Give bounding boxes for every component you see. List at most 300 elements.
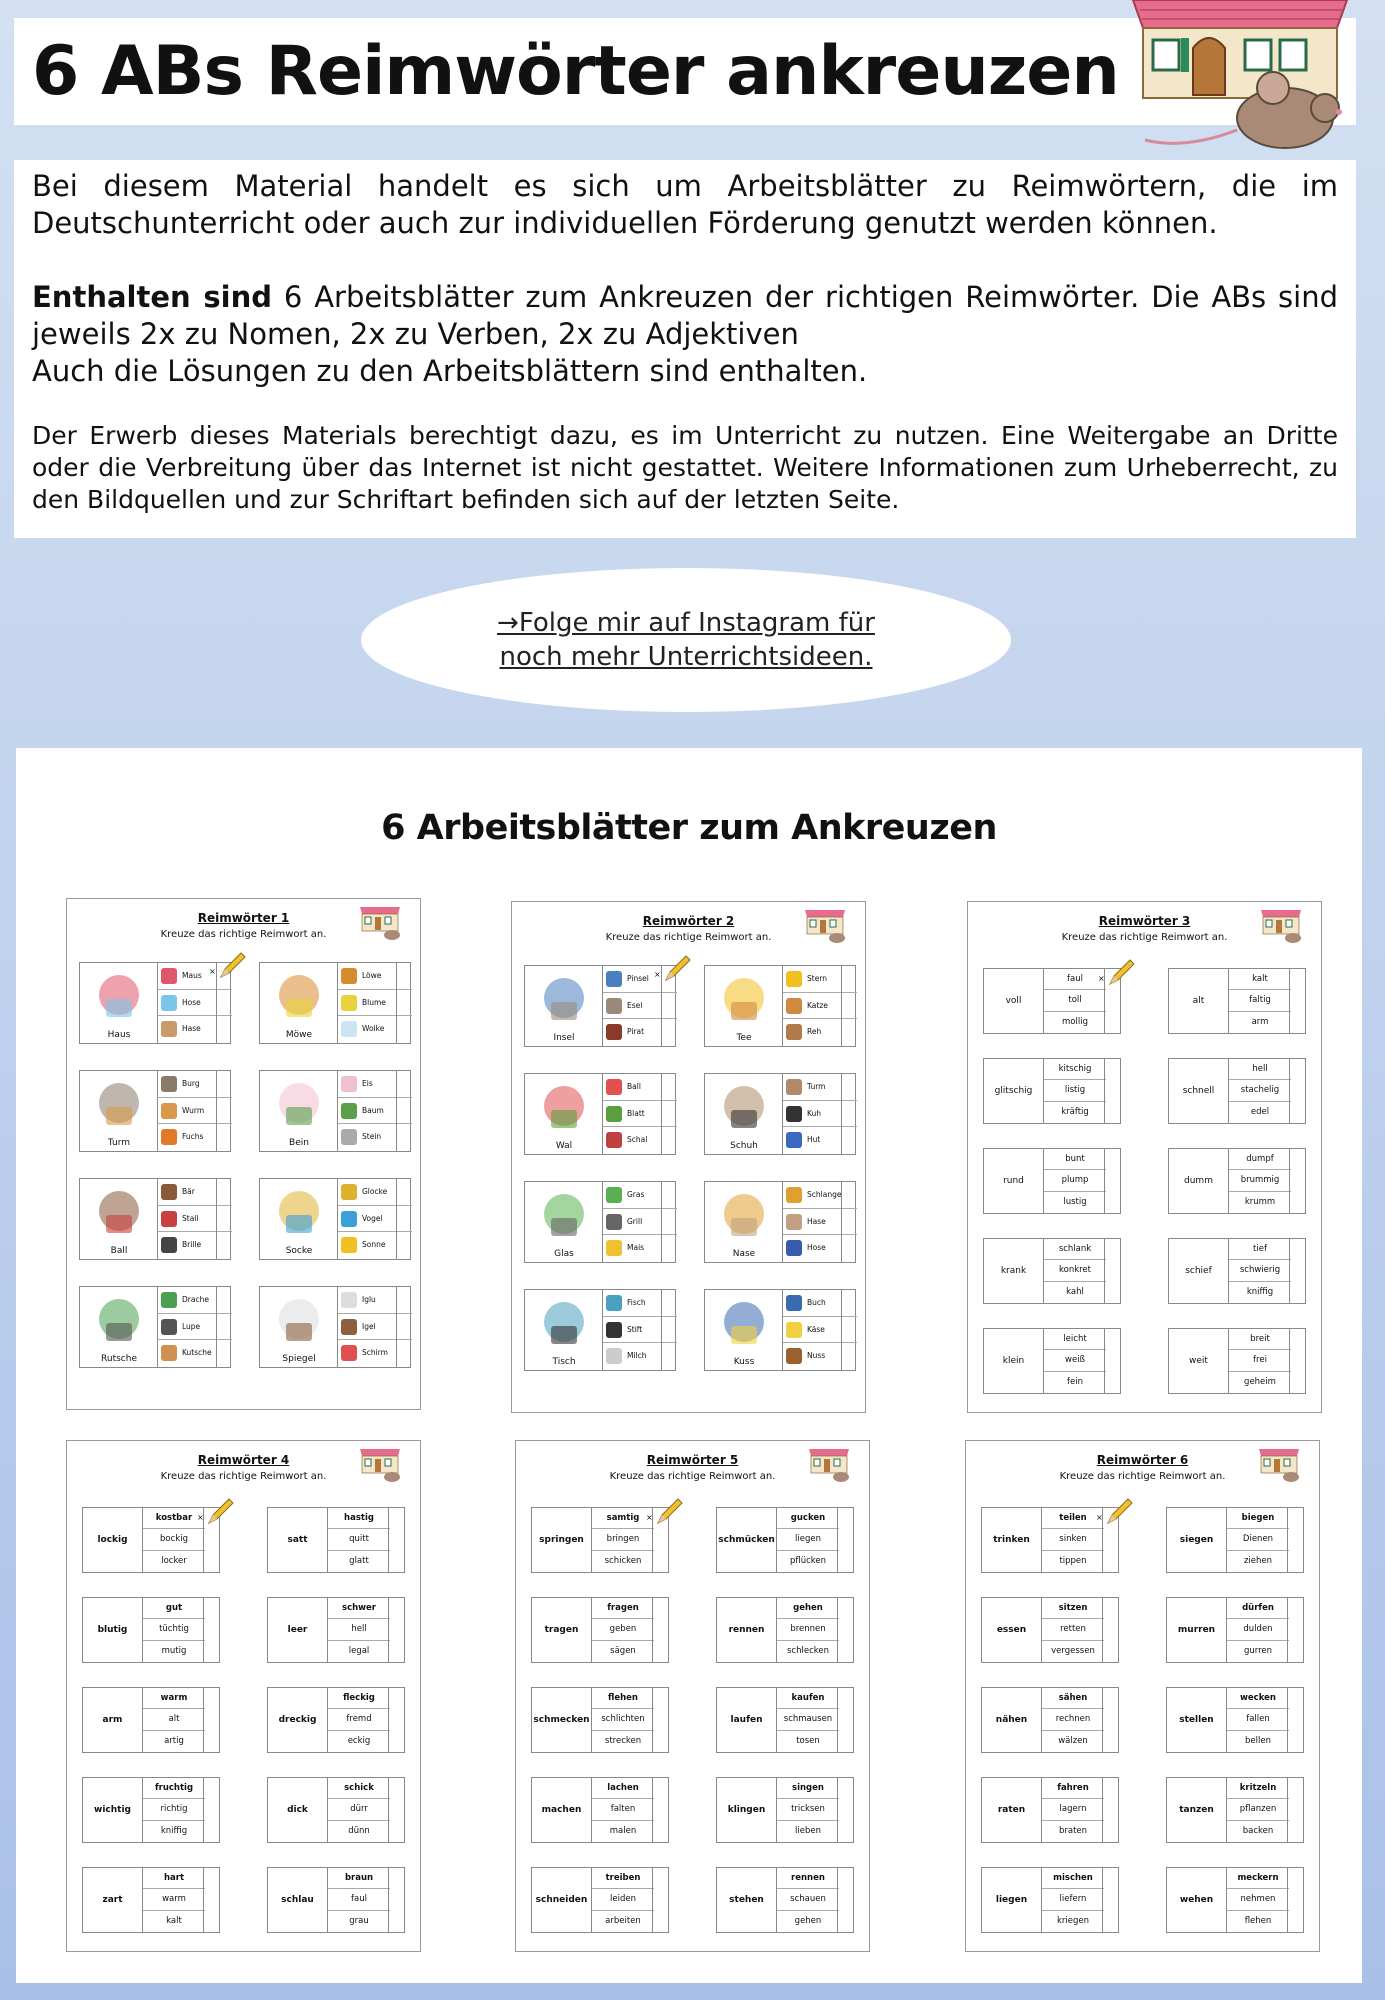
mini-house-icon <box>358 907 402 941</box>
picture-word: Rutsche <box>101 1354 137 1364</box>
option-word: treiben <box>592 1868 654 1889</box>
checkbox-column[interactable] <box>216 1287 230 1367</box>
worksheet-instruction: Kreuze das richtige Reimwort an. <box>609 1471 776 1482</box>
option-word: rennen <box>777 1868 839 1889</box>
word-card <box>1166 1597 1304 1663</box>
option-picture <box>606 971 622 987</box>
picture-word: Schuh <box>730 1141 758 1151</box>
worksheet-title: Reimwörter 4 <box>197 1453 290 1467</box>
option-picture <box>341 1292 357 1308</box>
option-word: Mais <box>627 1243 645 1253</box>
target-word: laufen <box>717 1688 777 1752</box>
option-word: kahl <box>1066 1287 1084 1298</box>
option-word: Stift <box>627 1324 643 1334</box>
option-picture <box>161 1184 177 1200</box>
picture-word: Insel <box>553 1033 575 1043</box>
option-word: dulden <box>1227 1619 1289 1640</box>
option-word: teilen <box>1042 1508 1104 1529</box>
word-card <box>1166 1777 1304 1843</box>
option-word: legal <box>348 1646 370 1657</box>
option-word: fruchtig <box>143 1778 205 1799</box>
option-word: fahren <box>1042 1778 1104 1799</box>
option-word: hastig <box>328 1508 390 1529</box>
option-word: sägen <box>610 1646 636 1657</box>
option-word: kitschig <box>1044 1059 1106 1080</box>
checkbox-column[interactable] <box>661 1074 675 1154</box>
word-card <box>1166 1507 1304 1573</box>
main-picture <box>525 1074 603 1154</box>
option-picture <box>341 1211 357 1227</box>
pencil-icon <box>662 954 692 984</box>
option-word: Hase <box>182 1024 201 1034</box>
checkbox-column[interactable] <box>661 1182 675 1262</box>
word-card <box>981 1597 1119 1663</box>
checkbox-column[interactable] <box>1104 1329 1120 1393</box>
option-word: rechnen <box>1042 1709 1104 1730</box>
instagram-line-1[interactable]: →Folge mir auf Instagram für <box>497 608 875 638</box>
checkbox-column[interactable] <box>203 1598 219 1662</box>
picture-card <box>704 1073 856 1155</box>
option-word: Gras <box>627 1190 645 1199</box>
worksheet-thumbnail <box>66 898 421 1410</box>
option-word: Sonne <box>362 1240 386 1250</box>
word-card <box>1168 1328 1306 1394</box>
option-picture <box>341 1345 357 1361</box>
worksheet-thumbnail <box>66 1440 421 1952</box>
main-picture <box>705 966 783 1046</box>
option-word: edel <box>1250 1107 1270 1118</box>
picture-word: Kuss <box>733 1357 755 1367</box>
option-picture <box>341 995 357 1011</box>
option-word: strecken <box>604 1736 642 1747</box>
word-card <box>1168 1238 1306 1304</box>
option-word: tippen <box>1059 1556 1087 1567</box>
option-word: singen <box>777 1778 839 1799</box>
option-word: Hut <box>807 1135 821 1145</box>
checkbox-column[interactable] <box>1102 1598 1118 1662</box>
main-picture <box>260 1071 338 1151</box>
checkbox-column[interactable] <box>837 1508 853 1572</box>
word-card <box>1168 1148 1306 1214</box>
option-word: breit <box>1229 1329 1291 1350</box>
target-word: satt <box>268 1508 328 1572</box>
option-word: sähen <box>1042 1688 1104 1709</box>
option-word: mutig <box>161 1646 187 1657</box>
checkbox-column[interactable] <box>1289 1149 1305 1213</box>
target-word: dick <box>268 1778 328 1842</box>
option-word: mischen <box>1042 1868 1104 1889</box>
main-picture <box>525 1182 603 1262</box>
target-word: stellen <box>1167 1688 1227 1752</box>
option-picture <box>606 1295 622 1311</box>
option-word: ziehen <box>1243 1556 1273 1567</box>
target-word: tanzen <box>1167 1778 1227 1842</box>
mini-house-icon <box>807 1449 851 1483</box>
option-word: Schirm <box>362 1348 388 1358</box>
checkbox-column[interactable] <box>652 1598 668 1662</box>
option-word: Iglu <box>362 1295 376 1304</box>
option-word: schwierig <box>1229 1260 1291 1281</box>
option-word: Nuss <box>807 1351 826 1361</box>
option-word: Glocke <box>362 1187 388 1196</box>
option-word: kaufen <box>777 1688 839 1709</box>
option-word: nehmen <box>1227 1889 1289 1910</box>
option-word: hart <box>143 1868 205 1889</box>
checkbox-column[interactable] <box>396 963 410 1043</box>
main-picture <box>260 1179 338 1259</box>
option-word: plump <box>1044 1170 1106 1191</box>
option-word: listig <box>1044 1080 1106 1101</box>
target-word: rennen <box>717 1598 777 1662</box>
option-word: pflücken <box>789 1556 827 1567</box>
picture-word: Socke <box>285 1246 313 1256</box>
target-word: essen <box>982 1598 1042 1662</box>
intro-box <box>14 160 1356 538</box>
worksheet-title: Reimwörter 6 <box>1096 1453 1189 1467</box>
option-word: Pinsel <box>627 974 649 983</box>
checkbox-column[interactable] <box>1102 1868 1118 1932</box>
option-picture <box>786 998 802 1014</box>
option-word: fein <box>1067 1377 1083 1388</box>
checkbox-column[interactable] <box>1287 1868 1303 1932</box>
option-picture <box>786 1348 802 1364</box>
option-word: kalt <box>166 1916 182 1927</box>
word-card <box>267 1507 405 1573</box>
picture-card <box>79 1178 231 1260</box>
copyright-paragraph: Der Erwerb dieses Materials berechtigt dazu, es im Unterricht zu nutzen. Eine Weitergabe an Dritte oder die Verbreitung über das Internet ist nicht gestattet. Weitere Informationen zum Urheberrecht, zu den Bildquellen und zur Schriftart befinden sich auf der letzten Seite. <box>32 421 1338 514</box>
option-word: leicht <box>1044 1329 1106 1350</box>
target-word: arm <box>83 1688 143 1752</box>
option-word: liegen <box>777 1529 839 1550</box>
option-picture <box>161 1021 177 1037</box>
worksheet-thumbnail <box>511 901 866 1413</box>
target-word: wehen <box>1167 1868 1227 1932</box>
option-word: tricksen <box>777 1799 839 1820</box>
option-picture <box>606 998 622 1014</box>
word-card <box>1166 1687 1304 1753</box>
main-picture <box>80 1179 158 1259</box>
option-word: hell <box>328 1619 390 1640</box>
checkbox-column[interactable] <box>216 1179 230 1259</box>
word-card <box>716 1597 854 1663</box>
option-word: schicken <box>604 1556 642 1567</box>
option-word: Buch <box>807 1298 826 1307</box>
checkbox-column[interactable] <box>1104 1149 1120 1213</box>
option-picture <box>606 1024 622 1040</box>
picture-word: Ball <box>110 1246 128 1256</box>
option-word: tüchtig <box>143 1619 205 1640</box>
target-word: nähen <box>982 1688 1042 1752</box>
option-word: dürfen <box>1227 1598 1289 1619</box>
checkbox-column[interactable] <box>203 1778 219 1842</box>
option-picture <box>786 1024 802 1040</box>
checkbox-column[interactable] <box>652 1688 668 1752</box>
option-word: bringen <box>592 1529 654 1550</box>
instagram-link[interactable] <box>361 568 1011 712</box>
picture-card <box>704 1289 856 1371</box>
option-picture <box>786 1132 802 1148</box>
option-word: Eis <box>362 1079 373 1088</box>
checkbox-column[interactable] <box>1289 1059 1305 1123</box>
checkbox-column[interactable] <box>388 1688 404 1752</box>
picture-card <box>79 1286 231 1368</box>
option-word: warm <box>143 1688 205 1709</box>
pencil-icon <box>217 951 247 981</box>
pencil-icon <box>205 1497 235 1527</box>
page-title: 6 ABs Reimwörter ankreuzen <box>32 32 1119 111</box>
main-picture <box>705 1182 783 1262</box>
option-word: bunt <box>1044 1149 1106 1170</box>
target-word: stehen <box>717 1868 777 1932</box>
option-picture <box>161 1292 177 1308</box>
picture-word: Möwe <box>285 1030 313 1040</box>
pencil-icon <box>1104 1497 1134 1527</box>
mini-house-icon <box>358 1449 402 1483</box>
worksheet-instruction: Kreuze das richtige Reimwort an. <box>1061 932 1228 943</box>
option-word: lieben <box>795 1826 821 1837</box>
checkbox-column[interactable] <box>652 1868 668 1932</box>
worksheet-title: Reimwörter 5 <box>646 1453 739 1467</box>
word-card <box>983 1058 1121 1124</box>
option-picture <box>786 1187 802 1203</box>
checkbox-column[interactable] <box>1289 1329 1305 1393</box>
word-card <box>716 1687 854 1753</box>
option-word: braun <box>328 1868 390 1889</box>
picture-word: Haus <box>107 1030 131 1040</box>
checkbox-column[interactable] <box>841 966 855 1046</box>
worksheet-instruction: Kreuze das richtige Reimwort an. <box>605 932 772 943</box>
option-word: Kuh <box>807 1108 822 1118</box>
word-card <box>82 1597 220 1663</box>
option-word: schauen <box>777 1889 839 1910</box>
picture-card <box>704 1181 856 1263</box>
checkbox-column[interactable] <box>1102 1778 1118 1842</box>
checkbox-column[interactable] <box>396 1179 410 1259</box>
checkbox-column[interactable] <box>837 1868 853 1932</box>
option-word: dünn <box>348 1826 370 1837</box>
checkbox-column[interactable] <box>1289 969 1305 1033</box>
option-word: faul <box>1044 969 1106 990</box>
target-word: voll <box>984 969 1044 1033</box>
picture-card <box>259 1178 411 1260</box>
option-word: gurren <box>1243 1646 1273 1657</box>
option-word: biegen <box>1227 1508 1289 1529</box>
word-card <box>983 1238 1121 1304</box>
cross-mark: × <box>654 970 661 979</box>
word-card <box>267 1777 405 1843</box>
worksheet-thumbnail <box>965 1440 1320 1952</box>
option-word: Schlange <box>807 1190 842 1199</box>
option-word: kräftig <box>1061 1107 1089 1118</box>
checkbox-column[interactable] <box>216 1071 230 1151</box>
option-word: toll <box>1044 990 1106 1011</box>
checkbox-column[interactable] <box>388 1868 404 1932</box>
option-word: Fisch <box>627 1298 646 1307</box>
option-word: Löwe <box>362 971 382 980</box>
option-word: brummig <box>1229 1170 1291 1191</box>
checkbox-column[interactable] <box>837 1598 853 1662</box>
picture-card <box>524 1073 676 1155</box>
option-word: Kutsche <box>182 1348 212 1358</box>
intro-paragraph: Bei diesem Material handelt es sich um Arbeitsblätter zu Reimwörtern, die im Deutschunterricht oder auch zur individuellen Förderung genutzt werden können. <box>32 169 1338 240</box>
option-word: Grill <box>627 1216 643 1226</box>
option-word: faul <box>328 1889 390 1910</box>
option-word: hell <box>1229 1059 1291 1080</box>
option-picture <box>161 1076 177 1092</box>
option-word: gucken <box>777 1508 839 1529</box>
checkbox-column[interactable] <box>661 1290 675 1370</box>
option-word: Dienen <box>1227 1529 1289 1550</box>
checkbox-column[interactable] <box>1104 1059 1120 1123</box>
option-picture <box>161 1345 177 1361</box>
option-word: Reh <box>807 1027 822 1037</box>
mini-house-icon <box>803 910 847 944</box>
picture-word: Nase <box>732 1249 756 1259</box>
target-word: weit <box>1169 1329 1229 1393</box>
option-picture <box>786 1214 802 1230</box>
option-word: leiden <box>592 1889 654 1910</box>
option-picture <box>341 1184 357 1200</box>
option-word: geben <box>592 1619 654 1640</box>
option-word: bellen <box>1245 1736 1271 1747</box>
checkbox-column[interactable] <box>841 1182 855 1262</box>
cross-mark: × <box>1098 974 1105 983</box>
option-word: gehen <box>777 1598 839 1619</box>
target-word: krank <box>984 1239 1044 1303</box>
checkbox-column[interactable] <box>1287 1778 1303 1842</box>
contents-rest: 6 Arbeitsblätter zum Ankreuzen der richtigen Reimwörter. Die ABs sind jeweils 2x zu Nomen, 2x zu Verben, 2x zu Adjektiven <box>32 280 1338 351</box>
checkbox-column[interactable] <box>1287 1508 1303 1572</box>
option-word: eckig <box>347 1736 371 1747</box>
option-picture <box>786 1106 802 1122</box>
target-word: springen <box>532 1508 592 1572</box>
option-word: flehen <box>592 1688 654 1709</box>
checkbox-column[interactable] <box>652 1778 668 1842</box>
word-card <box>267 1597 405 1663</box>
checkbox-column[interactable] <box>841 1290 855 1370</box>
option-word: Wurm <box>182 1105 205 1115</box>
option-word: falten <box>592 1799 654 1820</box>
option-word: arm <box>1251 1017 1269 1028</box>
instagram-line-2[interactable]: noch mehr Unterrichtsideen. <box>499 642 873 672</box>
option-picture <box>161 1103 177 1119</box>
option-word: dumpf <box>1229 1149 1291 1170</box>
option-word: tief <box>1229 1239 1291 1260</box>
checkbox-column[interactable] <box>1102 1688 1118 1752</box>
option-word: Blume <box>362 997 386 1007</box>
option-word: wälzen <box>1058 1736 1088 1747</box>
word-card <box>716 1867 854 1933</box>
checkbox-column[interactable] <box>841 1074 855 1154</box>
checkbox-column[interactable] <box>1104 1239 1120 1303</box>
checkbox-column[interactable] <box>837 1688 853 1752</box>
main-picture <box>260 963 338 1043</box>
checkbox-column[interactable] <box>388 1508 404 1572</box>
pencil-icon <box>1106 958 1136 988</box>
option-word: braten <box>1058 1826 1088 1837</box>
option-picture <box>786 971 802 987</box>
checkbox-column[interactable] <box>203 1868 219 1932</box>
checkbox-column[interactable] <box>203 1688 219 1752</box>
option-word: Stein <box>362 1132 382 1142</box>
option-picture <box>161 1237 177 1253</box>
option-word: gut <box>143 1598 205 1619</box>
option-word: malen <box>609 1826 637 1837</box>
checkbox-column[interactable] <box>837 1778 853 1842</box>
option-word: meckern <box>1227 1868 1289 1889</box>
checkbox-column[interactable] <box>396 1287 410 1367</box>
option-word: Turm <box>807 1082 826 1091</box>
option-word: Pirat <box>627 1027 645 1037</box>
checkbox-column[interactable] <box>388 1778 404 1842</box>
target-word: zart <box>83 1868 143 1932</box>
checkbox-column[interactable] <box>1287 1598 1303 1662</box>
target-word: lockig <box>83 1508 143 1572</box>
word-card <box>983 1328 1121 1394</box>
option-word: Brille <box>182 1240 202 1250</box>
picture-card <box>259 1070 411 1152</box>
checkbox-column[interactable] <box>388 1598 404 1662</box>
target-word: dreckig <box>268 1688 328 1752</box>
cross-mark: × <box>197 1513 204 1522</box>
worksheet-thumbnail <box>967 901 1322 1413</box>
option-word: sinken <box>1042 1529 1104 1550</box>
option-word: dürr <box>328 1799 390 1820</box>
option-word: Schal <box>627 1135 648 1145</box>
option-picture <box>161 1319 177 1335</box>
option-word: locker <box>161 1556 187 1567</box>
option-picture <box>161 968 177 984</box>
checkbox-column[interactable] <box>1287 1688 1303 1752</box>
option-word: frei <box>1229 1350 1291 1371</box>
option-word: backen <box>1242 1826 1274 1837</box>
picture-card <box>259 962 411 1044</box>
option-picture <box>786 1079 802 1095</box>
option-picture <box>341 968 357 984</box>
option-word: fallen <box>1227 1709 1289 1730</box>
worksheet-title: Reimwörter 2 <box>642 914 735 928</box>
main-picture <box>260 1287 338 1367</box>
word-card <box>531 1777 669 1843</box>
option-word: warm <box>143 1889 205 1910</box>
worksheet-instruction: Kreuze das richtige Reimwort an. <box>160 929 327 940</box>
checkbox-column[interactable] <box>1289 1239 1305 1303</box>
option-word: schlichten <box>592 1709 654 1730</box>
option-word: schick <box>328 1778 390 1799</box>
target-word: wichtig <box>83 1778 143 1842</box>
option-word: Hase <box>807 1216 826 1226</box>
word-card <box>981 1687 1119 1753</box>
target-word: tragen <box>532 1598 592 1662</box>
option-word: Esel <box>627 1000 643 1010</box>
word-card <box>82 1777 220 1843</box>
main-picture <box>80 1287 158 1367</box>
option-picture <box>606 1322 622 1338</box>
option-word: Blatt <box>627 1108 645 1118</box>
target-word: schmecken <box>532 1688 592 1752</box>
option-picture <box>341 1129 357 1145</box>
checkbox-column[interactable] <box>396 1071 410 1151</box>
worksheet-title: Reimwörter 3 <box>1098 914 1191 928</box>
target-word: klingen <box>717 1778 777 1842</box>
target-word: schlau <box>268 1868 328 1932</box>
target-word: schnell <box>1169 1059 1229 1123</box>
option-word: liefern <box>1042 1889 1104 1910</box>
picture-word: Tisch <box>552 1357 576 1367</box>
option-word: mollig <box>1062 1017 1088 1028</box>
option-picture <box>341 1076 357 1092</box>
option-word: kritzeln <box>1227 1778 1289 1799</box>
